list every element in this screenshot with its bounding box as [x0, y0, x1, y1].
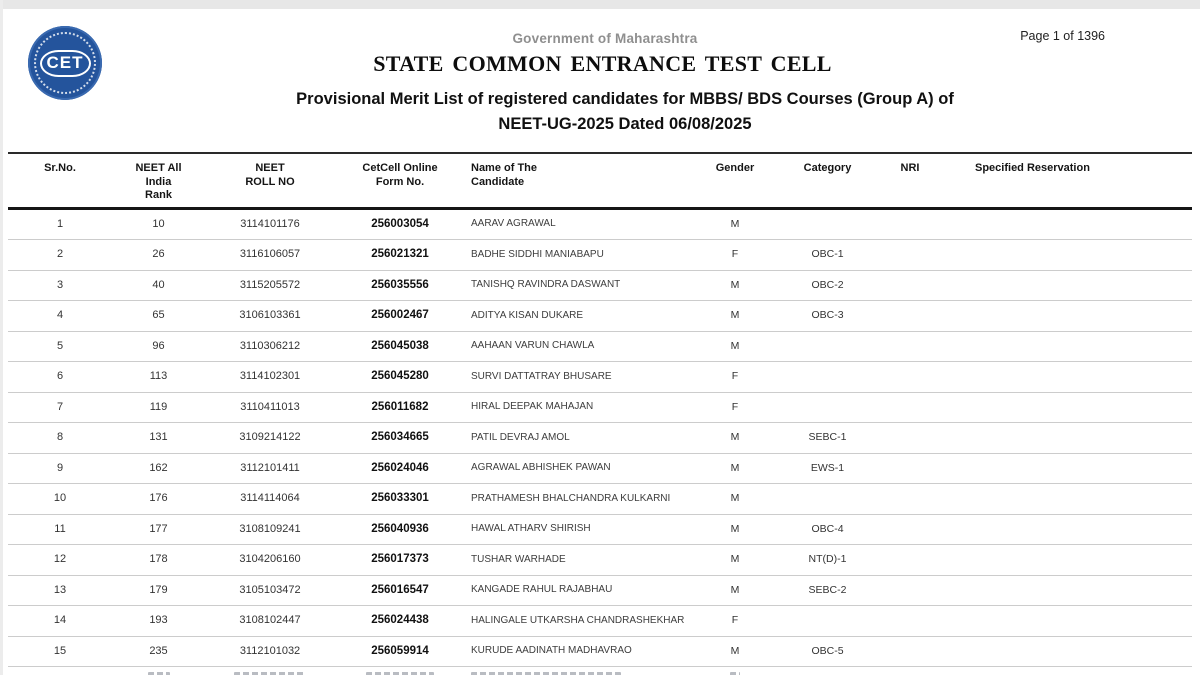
cell-category: OBC-3	[811, 309, 844, 322]
cell-rank: 96	[152, 339, 165, 352]
table-row-partial	[8, 667, 1192, 675]
cell-sr: 2	[56, 248, 64, 261]
cell-rank: 162	[149, 461, 168, 474]
cell-rank: 178	[149, 553, 168, 566]
cell-category: SEBC-2	[808, 583, 847, 596]
cell-sr: 11	[54, 522, 66, 535]
cell-roll: 3108102447	[239, 614, 301, 627]
cell-rank: 177	[149, 522, 168, 535]
cell-name-clipped	[465, 667, 700, 675]
cell-gender: M	[730, 583, 740, 596]
column-header-sr: Sr.No.	[44, 162, 76, 174]
cell-form: 256035556	[371, 278, 429, 291]
cell-form: 256045280	[371, 370, 429, 383]
cell-form: 256011682	[371, 400, 429, 413]
cell-roll: 3116106057	[239, 248, 301, 261]
cell-form: 256033301	[371, 492, 429, 505]
cell-sr: 6	[56, 370, 64, 383]
cell-sr: 7	[56, 400, 64, 413]
column-header-roll: NEET ROLL NO	[245, 162, 295, 188]
merit-list-table	[8, 152, 1192, 675]
cell-rank: 113	[149, 370, 168, 383]
cell-form: 256016547	[371, 583, 429, 596]
table-row	[8, 545, 1192, 576]
table-header-row	[8, 152, 1192, 210]
cell-roll: 3115205572	[239, 278, 301, 291]
table-row	[8, 210, 1192, 241]
cell-sr: 8	[56, 431, 64, 444]
table-row	[8, 515, 1192, 546]
cell-name: AAHAAN VARUN CHAWLA	[471, 340, 595, 351]
government-line: Government of Maharashtra	[512, 31, 698, 46]
cell-name: PATIL DEVRAJ AMOL	[471, 431, 570, 443]
cell-roll: 3105103472	[239, 583, 301, 596]
cell-gender: M	[730, 217, 740, 230]
cell-sr: 13	[53, 583, 67, 596]
cell-form: 256017373	[371, 553, 429, 566]
cell-gender: M	[730, 492, 740, 505]
cell-roll: 3104206160	[239, 553, 301, 566]
cell-form: 256024046	[371, 461, 429, 474]
cell-sr: 14	[53, 614, 67, 627]
column-header-gender: Gender	[715, 162, 755, 174]
table-row	[8, 240, 1192, 271]
cell-name: BADHE SIDDHI MANIABAPU	[471, 248, 604, 260]
cell-rank: 176	[149, 492, 168, 505]
cell-gender: F	[731, 370, 739, 383]
column-header-rank: NEET All India Rank	[135, 162, 182, 201]
cell-roll: 3110411013	[240, 400, 300, 413]
cell-rank: 65	[152, 309, 165, 322]
cell-gender-clipped	[700, 667, 770, 675]
cell-gender: M	[730, 553, 740, 566]
cell-roll: 3114102301	[239, 370, 301, 383]
cell-form: 256002467	[371, 309, 429, 322]
cell-gender: M	[730, 431, 740, 444]
column-header-category: Category	[803, 162, 852, 174]
cet-logo-label: CET	[40, 50, 91, 77]
cell-category: NT(D)-1	[808, 553, 847, 566]
cell-category: OBC-5	[811, 644, 844, 657]
table-row	[8, 423, 1192, 454]
cell-gender: F	[731, 248, 739, 261]
table-row	[8, 637, 1192, 668]
cell-roll: 3108109241	[239, 522, 301, 535]
cell-name: ADITYA KISAN DUKARE	[471, 309, 584, 321]
column-header-nri: NRI	[900, 162, 920, 174]
cell-name: HIRAL DEEPAK MAHAJAN	[471, 401, 594, 412]
cell-name: AGRAWAL ABHISHEK PAWAN	[471, 462, 611, 473]
cell-roll: 3106103361	[239, 309, 301, 322]
cell-gender: F	[731, 614, 739, 627]
cell-rank: 235	[149, 644, 168, 657]
column-header-name: Name of The Candidate	[471, 162, 538, 188]
cell-form: 256045038	[371, 339, 429, 352]
cell-name: SURVI DATTATRAY BHUSARE	[471, 370, 612, 382]
cell-category: OBC-1	[811, 248, 844, 261]
table-row	[8, 606, 1192, 637]
table-row	[8, 576, 1192, 607]
table-row	[8, 393, 1192, 424]
cell-gender: M	[730, 461, 740, 474]
cell-roll: 3112101032	[239, 644, 301, 657]
cell-gender: F	[731, 400, 739, 413]
cell-sr: 4	[56, 309, 64, 322]
cell-roll: 3114114064	[240, 492, 300, 505]
cell-rank: 40	[152, 278, 165, 291]
cell-name: TANISHQ RAVINDRA DASWANT	[471, 279, 621, 290]
cell-gender: M	[730, 644, 740, 657]
subtitle-line-1: Provisional Merit List of registered candidates for MBBS/ BDS Courses (Group A) of	[296, 90, 954, 108]
cell-rank: 10	[152, 217, 165, 230]
cell-form: 256059914	[371, 644, 429, 657]
cell-sr: 5	[56, 339, 64, 352]
page-title: STATE COMMON ENTRANCE TEST CELL	[373, 51, 832, 76]
cell-form: 256003054	[371, 217, 429, 230]
cell-roll: 3110306212	[239, 339, 301, 352]
cell-sr: 9	[56, 461, 64, 474]
cell-form: 256040936	[371, 522, 429, 535]
cell-name: KANGADE RAHUL RAJABHAU	[471, 584, 613, 595]
cell-name: AARAV AGRAWAL	[471, 218, 556, 229]
cell-form: 256021321	[371, 248, 429, 261]
cell-form: 256034665	[371, 431, 429, 444]
top-edge-strip	[0, 0, 1200, 9]
column-header-form: CetCell Online Form No.	[362, 162, 438, 188]
cell-sr: 1	[56, 217, 64, 230]
cell-rank: 193	[149, 614, 168, 627]
cell-sr: 3	[56, 278, 64, 291]
cell-rank-clipped	[112, 667, 205, 675]
table-row	[8, 271, 1192, 302]
page-indicator: Page 1 of 1396	[1020, 29, 1105, 43]
cell-category: SEBC-1	[808, 431, 847, 444]
cell-category: OBC-4	[811, 522, 844, 535]
table-row	[8, 484, 1192, 515]
cell-sr: 10	[53, 492, 67, 505]
cell-form: 256024438	[371, 614, 429, 627]
cell-rank: 179	[149, 583, 168, 596]
cell-rank: 131	[149, 431, 168, 444]
table-row	[8, 301, 1192, 332]
document-header	[0, 9, 1200, 152]
cell-name: KURUDE AADINATH MADHAVRAO	[471, 645, 632, 656]
cell-form-clipped	[335, 667, 465, 675]
table-row	[8, 332, 1192, 363]
cell-sr: 15	[53, 644, 67, 657]
cell-roll: 3109214122	[239, 431, 301, 444]
cell-name: TUSHAR WARHADE	[471, 553, 566, 565]
cell-rank: 119	[149, 400, 168, 413]
cell-roll-clipped	[205, 667, 335, 675]
cell-rank: 26	[152, 248, 165, 261]
cell-gender: M	[730, 278, 740, 291]
table-row	[8, 454, 1192, 485]
cell-roll: 3114101176	[240, 217, 300, 230]
cell-name: HAWAL ATHARV SHIRISH	[471, 523, 591, 534]
subtitle-line-2: NEET-UG-2025 Dated 06/08/2025	[498, 115, 752, 133]
cell-gender: M	[730, 339, 740, 352]
table-row	[8, 362, 1192, 393]
cell-sr: 12	[53, 553, 67, 566]
cell-gender: M	[730, 309, 740, 322]
cell-roll: 3112101411	[240, 461, 300, 474]
cell-category: EWS-1	[810, 461, 845, 474]
cell-name: HALINGALE UTKARSHA CHANDRASHEKHAR	[471, 614, 685, 626]
cell-category: OBC-2	[811, 278, 844, 291]
table-body	[8, 210, 1192, 675]
cell-name: PRATHAMESH BHALCHANDRA KULKARNI	[471, 492, 671, 504]
column-header-reservation: Specified Reservation	[975, 162, 1090, 174]
cell-gender: M	[730, 522, 740, 535]
